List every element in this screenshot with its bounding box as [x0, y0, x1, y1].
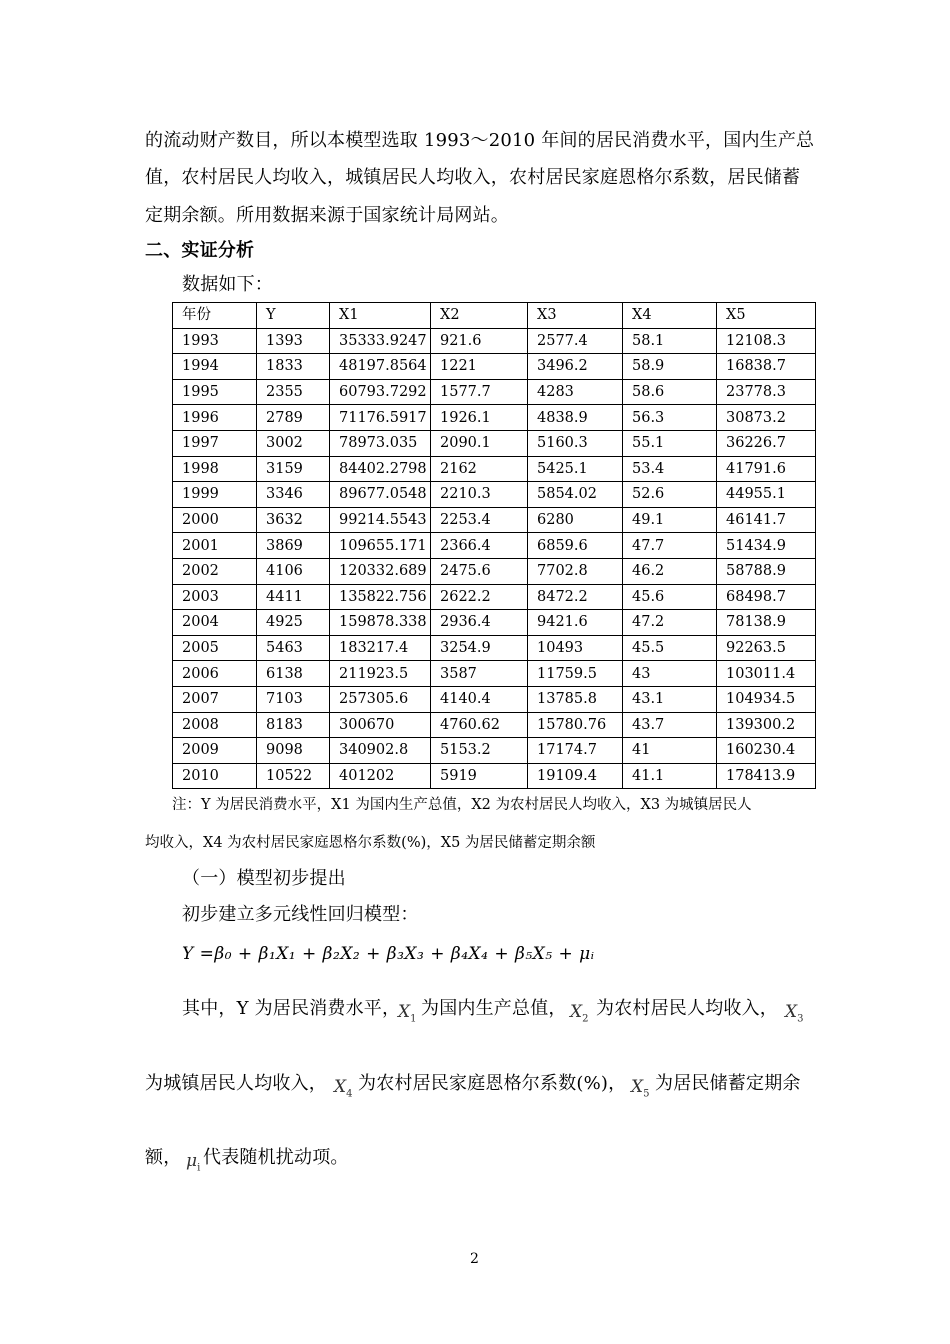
table-row — [173, 379, 816, 405]
table-cell: 7702.8 — [528, 558, 623, 584]
table-cell: 3587 — [431, 661, 528, 687]
variable-x4: $X_4$ — [334, 1077, 353, 1100]
table-cell: 1994 — [173, 354, 257, 380]
table-cell: 6280 — [528, 507, 623, 533]
table-cell: 4760.62 — [431, 712, 528, 738]
table-cell: 1833 — [257, 354, 330, 380]
table-cell: 15780.76 — [528, 712, 623, 738]
explanation-line-2c: 为居民储蓄定期余 — [655, 1073, 801, 1094]
table-cell: 99214.5543 — [330, 507, 431, 533]
table-cell: 340902.8 — [330, 738, 431, 764]
table-cell: 43.7 — [623, 712, 717, 738]
table-cell: 3159 — [257, 456, 330, 482]
table-row — [173, 456, 816, 482]
table-cell: 2008 — [173, 712, 257, 738]
table-cell: 104934.5 — [717, 686, 816, 712]
table-row — [173, 610, 816, 636]
table-cell: 2005 — [173, 635, 257, 661]
table-cell: 1998 — [173, 456, 257, 482]
table-cell: 211923.5 — [330, 661, 431, 687]
table-row — [173, 763, 816, 789]
table-header-row — [173, 303, 816, 329]
header-cell: X4 — [623, 303, 717, 329]
table-cell: 47.7 — [623, 533, 717, 559]
table-cell: 45.5 — [623, 635, 717, 661]
table-cell: 3002 — [257, 430, 330, 456]
table-cell: 109655.171 — [330, 533, 431, 559]
table-cell: 41791.6 — [717, 456, 816, 482]
table-cell: 3869 — [257, 533, 330, 559]
explanation-line-1b: 为国内生产总值， — [421, 998, 567, 1019]
table-cell: 55.1 — [623, 430, 717, 456]
model-subheading: （一）模型初步提出 — [182, 868, 346, 889]
table-cell: 41 — [623, 738, 717, 764]
table-cell: 2006 — [173, 661, 257, 687]
table-row — [173, 354, 816, 380]
table-cell: 178413.9 — [717, 763, 816, 789]
table-row — [173, 686, 816, 712]
table-cell: 4106 — [257, 558, 330, 584]
table-cell: 48197.8564 — [330, 354, 431, 380]
table-cell: 8472.2 — [528, 584, 623, 610]
table-cell: 35333.9247 — [330, 328, 431, 354]
table-cell: 58.9 — [623, 354, 717, 380]
explanation-line-2b: 为农村居民家庭恩格尔系数(%)， — [358, 1073, 627, 1094]
table-cell: 53.4 — [623, 456, 717, 482]
table-cell: 84402.2798 — [330, 456, 431, 482]
explanation-line-1a: 其中，Y 为居民消费水平， — [182, 998, 401, 1019]
table-cell: 3346 — [257, 482, 330, 508]
table-cell: 2162 — [431, 456, 528, 482]
table-row — [173, 405, 816, 431]
table-cell: 183217.4 — [330, 635, 431, 661]
table-cell: 1999 — [173, 482, 257, 508]
explanation-line-2a: 为城镇居民人均收入， — [145, 1073, 327, 1094]
table-row — [173, 661, 816, 687]
table-cell: 300670 — [330, 712, 431, 738]
header-cell: 年份 — [173, 303, 257, 329]
table-cell: 135822.756 — [330, 584, 431, 610]
data-intro: 数据如下： — [182, 274, 273, 295]
table-cell: 23778.3 — [717, 379, 816, 405]
table-cell: 51434.9 — [717, 533, 816, 559]
table-cell: 49.1 — [623, 507, 717, 533]
paragraph-line-3: 定期余额。所用数据来源于国家统计局网站。 — [145, 205, 509, 226]
table-cell: 2253.4 — [431, 507, 528, 533]
table-cell: 2009 — [173, 738, 257, 764]
table-cell: 2789 — [257, 405, 330, 431]
table-row — [173, 558, 816, 584]
table-cell: 44955.1 — [717, 482, 816, 508]
table-cell: 60793.7292 — [330, 379, 431, 405]
table-cell: 58.6 — [623, 379, 717, 405]
table-cell: 2475.6 — [431, 558, 528, 584]
table-cell: 2010 — [173, 763, 257, 789]
table-cell: 41.1 — [623, 763, 717, 789]
table-cell: 46141.7 — [717, 507, 816, 533]
table-cell: 1996 — [173, 405, 257, 431]
paragraph-line-2: 值，农村居民人均收入，城镇居民人均收入，农村居民家庭恩格尔系数，居民储蓄 — [145, 167, 801, 188]
table-cell: 89677.0548 — [330, 482, 431, 508]
table-body — [173, 303, 816, 789]
explanation-line-3b: 代表随机扰动项。 — [203, 1147, 349, 1168]
table-cell: 5153.2 — [431, 738, 528, 764]
table-cell: 2622.2 — [431, 584, 528, 610]
table-cell: 52.6 — [623, 482, 717, 508]
table-cell: 1577.7 — [431, 379, 528, 405]
table-cell: 6859.6 — [528, 533, 623, 559]
header-cell: X5 — [717, 303, 816, 329]
table-cell: 11759.5 — [528, 661, 623, 687]
table-cell: 19109.4 — [528, 763, 623, 789]
table-cell: 8183 — [257, 712, 330, 738]
table-cell: 257305.6 — [330, 686, 431, 712]
table-cell: 2355 — [257, 379, 330, 405]
table-cell: 2000 — [173, 507, 257, 533]
table-cell: 159878.338 — [330, 610, 431, 636]
table-cell: 5425.1 — [528, 456, 623, 482]
table-cell: 103011.4 — [717, 661, 816, 687]
table-cell: 3496.2 — [528, 354, 623, 380]
regression-formula: Y =β₀ + β₁X₁ + β₂X₂ + β₃X₃ + β₄X₄ + β₅X₅ + μᵢ — [182, 944, 595, 964]
table-cell: 10493 — [528, 635, 623, 661]
table-cell: 78138.9 — [717, 610, 816, 636]
table-cell: 17174.7 — [528, 738, 623, 764]
table-cell: 401202 — [330, 763, 431, 789]
table-note-line-2: 均收入，X4 为农村居民家庭恩格尔系数(%)，X5 为居民储蓄定期余额 — [145, 835, 596, 851]
section-heading: 二、实证分析 — [145, 240, 255, 261]
table-cell: 16838.7 — [717, 354, 816, 380]
table-cell: 9421.6 — [528, 610, 623, 636]
table-cell: 1997 — [173, 430, 257, 456]
table-cell: 47.2 — [623, 610, 717, 636]
table-cell: 10522 — [257, 763, 330, 789]
table-row — [173, 738, 816, 764]
table-cell: 13785.8 — [528, 686, 623, 712]
table-cell: 1393 — [257, 328, 330, 354]
header-cell: X1 — [330, 303, 431, 329]
variable-x3: $X_3$ — [785, 1002, 804, 1025]
table-cell: 4838.9 — [528, 405, 623, 431]
table-note-line-1: 注：Y 为居民消费水平，X1 为国内生产总值，X2 为农村居民人均收入，X3 为城镇居民人 — [172, 797, 752, 813]
table-row — [173, 328, 816, 354]
table-cell: 2577.4 — [528, 328, 623, 354]
page-number: 2 — [470, 1251, 479, 1267]
table-row — [173, 430, 816, 456]
table-cell: 1926.1 — [431, 405, 528, 431]
table-cell: 2007 — [173, 686, 257, 712]
variable-x2: $X_2$ — [570, 1002, 589, 1025]
table-cell: 2003 — [173, 584, 257, 610]
table-cell: 2004 — [173, 610, 257, 636]
table-cell: 2090.1 — [431, 430, 528, 456]
table-cell: 3632 — [257, 507, 330, 533]
table-cell: 7103 — [257, 686, 330, 712]
table-cell: 78973.035 — [330, 430, 431, 456]
table-cell: 46.2 — [623, 558, 717, 584]
table-cell: 58.1 — [623, 328, 717, 354]
table-cell: 2366.4 — [431, 533, 528, 559]
table-cell: 58788.9 — [717, 558, 816, 584]
table-row — [173, 482, 816, 508]
table-cell: 4925 — [257, 610, 330, 636]
table-cell: 12108.3 — [717, 328, 816, 354]
variable-mu: $\mu_i$ — [186, 1151, 201, 1174]
table-cell: 2936.4 — [431, 610, 528, 636]
table-cell: 6138 — [257, 661, 330, 687]
table-row — [173, 507, 816, 533]
variable-x1: $X_1$ — [398, 1002, 417, 1025]
table-cell: 56.3 — [623, 405, 717, 431]
table-cell: 3254.9 — [431, 635, 528, 661]
table-cell: 1221 — [431, 354, 528, 380]
table-cell: 9098 — [257, 738, 330, 764]
table-cell: 43 — [623, 661, 717, 687]
table-row — [173, 533, 816, 559]
table-cell: 120332.689 — [330, 558, 431, 584]
table-cell: 139300.2 — [717, 712, 816, 738]
table-cell: 5854.02 — [528, 482, 623, 508]
table-cell: 92263.5 — [717, 635, 816, 661]
table-row — [173, 635, 816, 661]
table-row — [173, 584, 816, 610]
table-cell: 45.6 — [623, 584, 717, 610]
table-cell: 2001 — [173, 533, 257, 559]
table-cell: 921.6 — [431, 328, 528, 354]
model-intro: 初步建立多元线性回归模型： — [182, 904, 419, 925]
table-cell: 4411 — [257, 584, 330, 610]
table-row — [173, 712, 816, 738]
header-cell: Y — [257, 303, 330, 329]
paragraph-line-1: 的流动财产数目，所以本模型选取 1993～2010 年间的居民消费水平，国内生产总 — [145, 130, 815, 151]
table-cell: 2210.3 — [431, 482, 528, 508]
data-table — [172, 302, 816, 789]
table-cell: 71176.5917 — [330, 405, 431, 431]
table-cell: 5463 — [257, 635, 330, 661]
table-cell: 4140.4 — [431, 686, 528, 712]
header-cell: X3 — [528, 303, 623, 329]
table-cell: 5160.3 — [528, 430, 623, 456]
table-cell: 160230.4 — [717, 738, 816, 764]
explanation-line-1c: 为农村居民人均收入， — [596, 998, 778, 1019]
table-cell: 5919 — [431, 763, 528, 789]
table-cell: 36226.7 — [717, 430, 816, 456]
table-cell: 43.1 — [623, 686, 717, 712]
table-cell: 2002 — [173, 558, 257, 584]
table-cell: 68498.7 — [717, 584, 816, 610]
table-cell: 1993 — [173, 328, 257, 354]
table-cell: 30873.2 — [717, 405, 816, 431]
table-cell: 4283 — [528, 379, 623, 405]
variable-x5: $X_5$ — [631, 1077, 650, 1100]
table-cell: 1995 — [173, 379, 257, 405]
explanation-line-3a: 额， — [145, 1147, 182, 1168]
header-cell: X2 — [431, 303, 528, 329]
